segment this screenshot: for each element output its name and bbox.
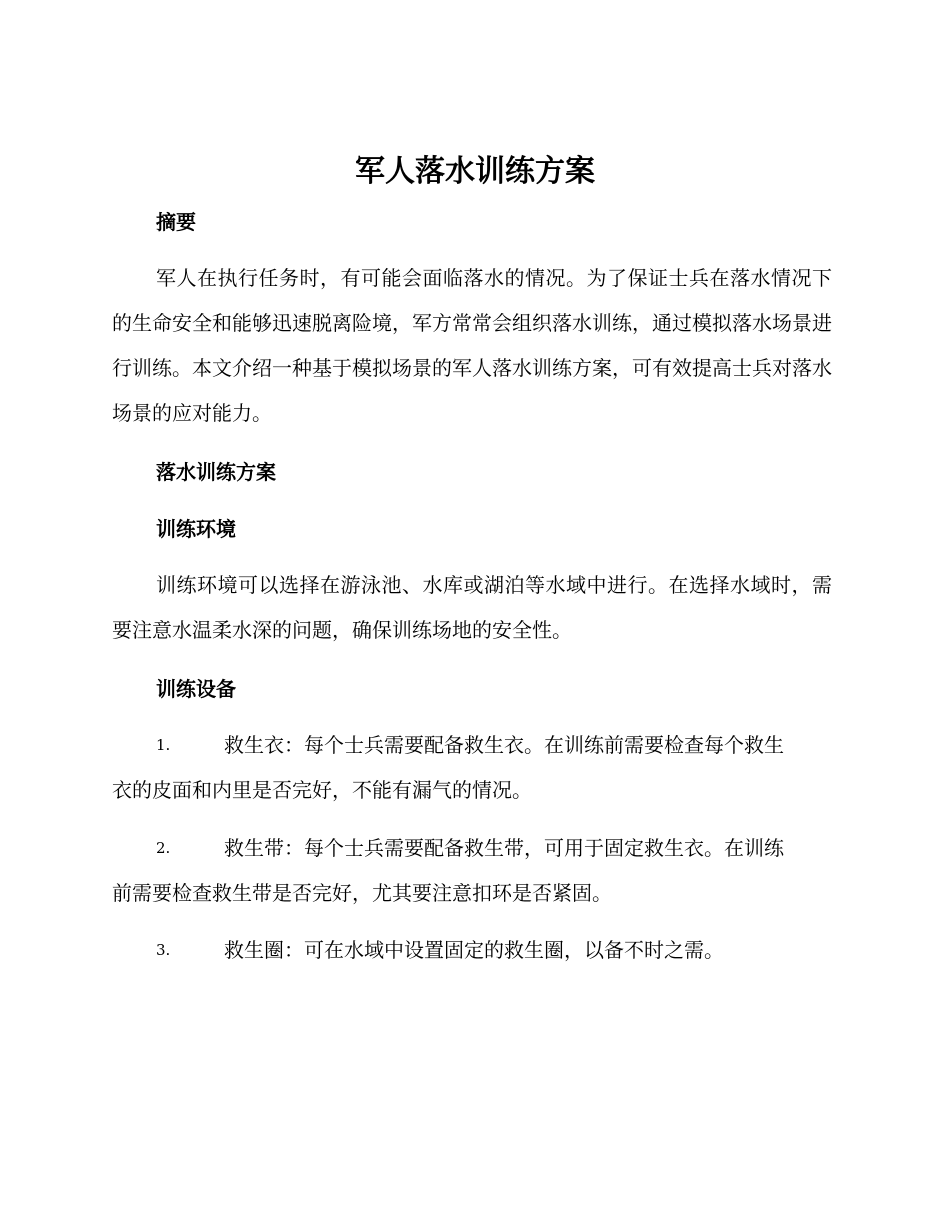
list-item-life-jacket (112, 723, 832, 813)
list-item-text-continued: 衣的皮面和内里是否完好，不能有漏气的情况。 (112, 778, 532, 802)
equipment-heading: 训练设备 (156, 677, 236, 701)
list-number: 3. (156, 941, 171, 959)
abstract-paragraph: 军人在执行任务时，有可能会面临落水的情况。为了保证士兵在落水情况下的生命安全和能够迅速脱离险境，军方常常会组织落水训练，通过模拟落水场景进行训练。本文介绍一种基于模拟场景的军人落水训练方案，可有效提高士兵对落水场景的应对能力。 (112, 266, 832, 425)
abstract-heading: 摘要 (156, 210, 196, 234)
list-item-life-belt (112, 826, 832, 916)
list-item-text: 救生衣：每个士兵需要配备救生衣。在训练前需要检查每个救生 (224, 733, 784, 757)
list-number: 2. (156, 839, 171, 857)
list-item-text: 救生圈：可在水域中设置固定的救生圈，以备不时之需。 (224, 938, 724, 962)
list-item-life-ring (112, 928, 832, 973)
list-item-text-continued: 前需要检查救生带是否完好，尤其要注意扣环是否紧固。 (112, 881, 612, 905)
plan-heading: 落水训练方案 (156, 460, 276, 484)
document-title: 军人落水训练方案 (355, 154, 595, 189)
list-item-text: 救生带：每个士兵需要配备救生带，可用于固定救生衣。在训练 (224, 836, 784, 860)
list-number: 1. (156, 736, 171, 754)
environment-paragraph: 训练环境可以选择在游泳池、水库或湖泊等水域中进行。在选择水域时，需要注意水温柔水深的问题，确保训练场地的安全性。 (112, 573, 832, 642)
environment-heading: 训练环境 (156, 517, 236, 541)
